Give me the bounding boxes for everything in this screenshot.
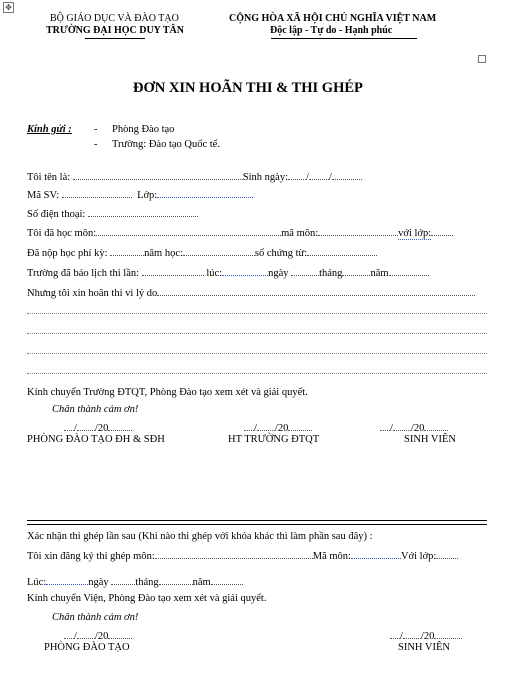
retake-with-class-label: Với lớp: xyxy=(400,551,437,562)
retake-class-field[interactable] xyxy=(436,549,458,559)
receipt-field[interactable] xyxy=(307,246,377,256)
retake-confirm: Xác nhận thi ghép lần sau (Khi nào thi ghép với khóa khác thì làm phần sau đây) : xyxy=(27,531,373,542)
dob-sep-2: / xyxy=(328,172,332,183)
date-principal-year-field[interactable] xyxy=(288,421,312,431)
date-student-year: /20 xyxy=(410,423,425,434)
table-move-handle-icon[interactable]: ✥ xyxy=(3,2,14,13)
retake-signature-training-office: PHÒNG ĐÀO TẠO xyxy=(44,642,130,653)
dob-label: Sinh ngày: xyxy=(242,172,288,183)
reason-field[interactable] xyxy=(157,286,475,296)
retake-date-label: ngày xyxy=(88,577,109,588)
row-retake-register xyxy=(27,549,458,563)
reason-line-2[interactable] xyxy=(27,333,487,334)
row-retake-time xyxy=(27,575,243,589)
retake-signature-student: SINH VIÊN xyxy=(398,642,451,653)
date-principal-year: /20 xyxy=(274,423,289,434)
row-fee xyxy=(27,246,377,260)
retake-date-training-year: /20 xyxy=(94,631,109,642)
date-label: ngày xyxy=(268,268,289,279)
date-principal-month[interactable] xyxy=(257,421,275,431)
exam-month-field[interactable] xyxy=(342,266,370,276)
retake-month-label: tháng xyxy=(135,577,159,588)
date-training-day[interactable] xyxy=(64,421,74,431)
date-student-day[interactable] xyxy=(380,421,390,431)
phone-field[interactable] xyxy=(88,207,198,217)
row-course xyxy=(27,226,453,240)
name-field[interactable] xyxy=(73,170,243,180)
retake-date-line-training: / /20 xyxy=(64,629,132,643)
university-label: TRƯỜNG ĐẠI HỌC DUY TÂN xyxy=(46,25,184,36)
retake-day-field[interactable] xyxy=(111,575,135,585)
row-exam-schedule xyxy=(27,266,429,280)
student-id-field[interactable] xyxy=(62,188,132,198)
fee-term-field[interactable] xyxy=(110,246,144,256)
retake-thanks: Chân thành cảm ơn! xyxy=(52,612,139,623)
closing-forward: Kính chuyển Trường ĐTQT, Phòng Đào tạo xem xét và giải quyết. xyxy=(27,387,308,398)
retake-date-student-day[interactable] xyxy=(390,629,400,639)
document-title: ĐƠN XIN HOÃN THI & THI GHÉP xyxy=(133,80,363,96)
retake-date-student-year-field[interactable] xyxy=(434,629,462,639)
row-student-id xyxy=(27,188,253,202)
date-student-month[interactable] xyxy=(393,421,411,431)
retake-date-student-month[interactable] xyxy=(403,629,421,639)
phone-label: Số điện thoại: xyxy=(27,209,86,220)
fee-label: Đã nộp học phí kỳ: xyxy=(27,248,108,259)
time-label: lúc: xyxy=(206,268,223,279)
retake-date-training-month[interactable] xyxy=(77,629,95,639)
student-id-label: Mã SV: xyxy=(27,190,60,201)
retake-month-field[interactable] xyxy=(159,575,193,585)
date-training-month[interactable] xyxy=(77,421,95,431)
dob-day-field[interactable] xyxy=(288,170,306,180)
date-line-principal: / /20 xyxy=(244,421,312,435)
republic-name: CỘNG HÒA XÃ HỘI CHỦ NGHĨA VIỆT NAM xyxy=(229,13,437,24)
retake-time-field[interactable] xyxy=(46,575,88,585)
dob-year-field[interactable] xyxy=(332,170,362,180)
date-line-student: / /20 xyxy=(380,421,448,435)
reason-line-3[interactable] xyxy=(27,353,487,354)
retake-forward: Kính chuyển Viện, Phòng Đào tạo xem xét và giải quyết. xyxy=(27,593,267,604)
with-class-label: với lớp: xyxy=(398,228,432,239)
addressee-item-school: Trường: Đào tạo Quốc tế. xyxy=(112,139,220,150)
year-label: năm học: xyxy=(144,248,183,259)
closing-thanks: Chân thành cảm ơn! xyxy=(52,404,139,415)
course-code-field[interactable] xyxy=(318,226,398,236)
month-label: tháng xyxy=(319,268,343,279)
addressee-bullet-2: - xyxy=(94,139,98,150)
motto-underline xyxy=(271,38,417,39)
retake-course-field[interactable] xyxy=(155,549,313,559)
retake-code-label: Mã môn: xyxy=(312,551,351,562)
retake-time-label: Lúc: xyxy=(27,577,47,588)
class-field[interactable] xyxy=(157,188,253,198)
university-underline xyxy=(85,38,145,39)
course-field[interactable] xyxy=(96,226,281,236)
dob-month-field[interactable] xyxy=(309,170,329,180)
date-student-year-field[interactable] xyxy=(424,421,448,431)
retake-date-line-student: / /20 xyxy=(390,629,462,643)
addressee-label: Kính gửi : xyxy=(27,124,72,135)
retake-year-label: năm xyxy=(192,577,211,588)
row-name xyxy=(27,170,362,184)
retake-year-field[interactable] xyxy=(211,575,243,585)
year2-label: năm xyxy=(370,268,389,279)
retake-register-label: Tôi xin đăng ký thi ghép môn: xyxy=(27,551,155,562)
retake-date-training-year-field[interactable] xyxy=(108,629,132,639)
exam-year-field[interactable] xyxy=(389,266,429,276)
exam-day-field[interactable] xyxy=(291,266,319,276)
time-field[interactable] xyxy=(222,266,268,276)
row-phone xyxy=(27,207,198,221)
reason-label: Nhưng tôi xin hoãn thi vì lý do xyxy=(27,288,158,299)
section-divider-thin xyxy=(27,524,487,525)
name-label: Tôi tên là: xyxy=(27,172,71,183)
motto: Độc lập - Tự do - Hạnh phúc xyxy=(270,25,393,36)
ministry-name: BỘ GIÁO DỤC VÀ ĐÀO TẠO xyxy=(50,13,179,24)
fee-year-field[interactable] xyxy=(183,246,255,256)
table-resize-handle-icon[interactable] xyxy=(478,55,486,63)
exam-schedule-label: Trường đã báo lịch thi lần: xyxy=(27,268,140,279)
reason-line-4[interactable] xyxy=(27,373,487,374)
signature-training-office: PHÒNG ĐÀO TẠO ĐH & SĐH xyxy=(27,434,165,445)
retake-date-training-day[interactable] xyxy=(64,629,74,639)
university-name xyxy=(46,25,184,37)
date-line-training: / /20 xyxy=(64,421,132,435)
retake-code-field[interactable] xyxy=(351,549,401,559)
class-label: Lớp: xyxy=(137,190,158,201)
course-label: Tôi đã học môn: xyxy=(27,228,97,239)
addressee-bullet-1: - xyxy=(94,124,98,135)
with-class-field[interactable] xyxy=(431,226,453,236)
signature-student: SINH VIÊN xyxy=(404,434,457,445)
date-training-year: /20 xyxy=(94,423,109,434)
addressee-item-training: Phòng Đào tạo xyxy=(112,124,175,135)
exam-attempt-field[interactable] xyxy=(142,266,204,276)
date-principal-day[interactable] xyxy=(244,421,254,431)
date-training-year-field[interactable] xyxy=(108,421,132,431)
dob-sep-1: / xyxy=(306,172,309,183)
retake-date-student-year: /20 xyxy=(420,631,435,642)
reason-line-1[interactable] xyxy=(27,313,487,314)
receipt-label: số chứng từ: xyxy=(254,248,308,259)
course-code-label: mã môn: xyxy=(281,228,319,239)
row-reason xyxy=(27,286,475,300)
signature-principal: HT TRƯỜNG ĐTQT xyxy=(228,434,320,445)
section-divider-thick xyxy=(27,520,487,521)
